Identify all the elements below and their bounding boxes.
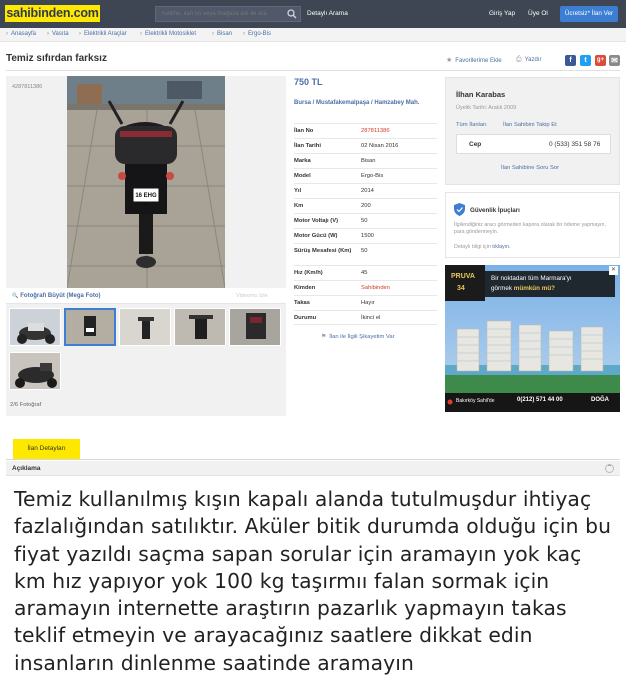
top-header — [0, 0, 626, 28]
location: Bursa / Mustafakemalpaşa / Hamzabey Mah. — [294, 100, 420, 106]
detail-row — [294, 168, 437, 183]
report-listing-link[interactable]: ⚑ İlan ile İlgili Şikayetim Var — [321, 334, 395, 340]
detail-row — [294, 295, 437, 310]
ad-headline-2-bold: mümkün mü? — [513, 285, 556, 292]
detail-row — [294, 153, 437, 168]
video-link[interactable]: Videomu İzle — [236, 293, 268, 299]
breadcrumb-item[interactable]: › Ergo-Bis — [243, 31, 271, 37]
breadcrumb-item[interactable]: › Elektrikli Araçlar — [79, 31, 127, 37]
photo-toolbar — [6, 288, 286, 304]
follow-seller-link[interactable]: İlan Sahibini Takip Et — [503, 122, 557, 128]
detail-value: İkinci el — [361, 315, 381, 321]
ask-seller-link[interactable]: İlan Sahibine Soru Sor — [501, 165, 560, 171]
login-link[interactable]: Giriş Yap — [489, 10, 516, 17]
scooter-thumbnail — [175, 309, 226, 346]
ad-footer-phone: 0(212) 571 44 00 — [517, 397, 563, 403]
detail-value: Bisan — [361, 158, 376, 164]
seller-member-since: Üyelik Tarihi: Aralık 2009 — [456, 105, 517, 111]
detail-value: 2014 — [361, 188, 374, 194]
ad-headline-2 — [491, 285, 555, 292]
detail-label: Motor Voltajı (V) — [294, 218, 339, 224]
title-divider — [6, 70, 620, 71]
search-input[interactable] — [156, 7, 284, 21]
collapse-icon[interactable]: ⌃ — [606, 465, 613, 471]
detail-row — [294, 280, 437, 295]
safety-title: Güvenlik İpuçları — [470, 207, 520, 214]
search-icon — [287, 9, 297, 19]
detail-row — [294, 213, 437, 228]
detail-value: 1500 — [361, 233, 374, 239]
advanced-search-link[interactable]: Detaylı Arama — [307, 10, 348, 17]
breadcrumb-item[interactable]: › Anasayfa — [6, 31, 36, 37]
google-plus-icon[interactable]: g+ — [595, 55, 606, 66]
scooter-thumbnail — [66, 310, 114, 344]
detail-row — [294, 138, 437, 153]
twitter-icon[interactable]: t — [580, 55, 591, 66]
photo-gallery — [6, 76, 286, 416]
thumbnail[interactable] — [9, 308, 61, 346]
post-ad-button[interactable]: Ücretsiz* İlan Ver — [560, 6, 618, 22]
detail-label: Marka — [294, 158, 311, 164]
detail-value: Sahibinden — [361, 285, 391, 291]
thumbnail[interactable] — [9, 352, 61, 390]
location-city[interactable]: Bursa — [294, 100, 312, 106]
register-link[interactable]: Üye Ol — [528, 10, 548, 17]
shield-icon — [454, 203, 465, 216]
svg-text:16 EHG: 16 EHG — [135, 193, 157, 199]
detail-value: 287811386 — [361, 128, 390, 134]
ad-brand-number: 34 — [457, 285, 465, 292]
description-text: Temiz kullanılmış kışın kapalı alanda tutulmuşdur ihtiyaç fazlalığından satılıktır. Aküler bitik durumda olduğu için bu fiyat yazıldı saçma sapan sorular için aramayın yok kaç km hız yapıyor yok 100 kg taşırmıı falan sormak için aramayın internette araştırın pazarlık yapmayın takas teklif etmeyin ve arayacağınız saatlere dikkat edin insanların dinlenme saatinde aramayın — [14, 487, 612, 675]
page-title: Temiz sıfırdan farksız — [6, 53, 107, 64]
detail-value: Hayır — [361, 300, 375, 306]
detail-label: İlan No — [294, 128, 314, 134]
safety-more — [454, 244, 511, 250]
ad-footer-left: Bakırköy Sahil'de — [456, 398, 495, 404]
scooter-photo — [67, 76, 225, 288]
photo-count: 2/6 Fotoğraf — [10, 402, 42, 408]
ad-brand: PRUVA — [451, 273, 475, 280]
seller-card — [445, 77, 620, 185]
scooter-thumbnail — [10, 309, 61, 346]
detail-value: 200 — [361, 203, 371, 209]
seller-all-ads-link[interactable]: Tüm İlanları — [456, 122, 487, 128]
print-link[interactable]: ⎙ Yazdır — [516, 56, 542, 64]
detail-row — [294, 310, 437, 325]
detail-label: Km — [294, 203, 304, 209]
zoom-photo-link[interactable]: 🔍 Fotoğrafı Büyüt (Mega Foto) — [12, 293, 101, 299]
thumbnail[interactable] — [174, 308, 226, 346]
detail-value: 02 Nisan 2016 — [361, 143, 399, 149]
ad-headline-1: Bir noktadan tüm Marmara'yı — [491, 275, 572, 282]
phone-box — [456, 134, 611, 154]
listing-number-label: 4287811386 — [12, 84, 43, 90]
svg-text:50: 50 — [142, 202, 150, 208]
breadcrumb-item[interactable]: › Elektrikli Motosiklet — [140, 31, 196, 37]
phone-label: Cep — [469, 141, 482, 148]
detail-row — [294, 198, 437, 213]
breadcrumb-item[interactable]: › Bisan — [212, 31, 232, 37]
detail-value: 45 — [361, 270, 368, 276]
detail-row — [294, 243, 437, 265]
scooter-thumbnail — [230, 309, 281, 346]
description-title: Açıklama — [12, 465, 41, 472]
add-favorites-link[interactable]: ★ Favorilerime Ekle — [446, 56, 502, 64]
safety-more-prefix: Detaylı bilgi için — [454, 244, 491, 250]
detail-label: İlan Tarihi — [294, 143, 321, 149]
detail-value: 50 — [361, 248, 368, 254]
scooter-thumbnail — [120, 309, 171, 346]
detail-row — [294, 183, 437, 198]
detail-label: Model — [294, 173, 311, 179]
detail-value: 50 — [361, 218, 368, 224]
breadcrumb-item[interactable]: › Vasıta — [47, 31, 69, 37]
safety-more-link[interactable]: tıklayın. — [492, 244, 511, 250]
breadcrumb — [0, 28, 626, 42]
ad-footer-right: DOĞA — [591, 397, 609, 403]
tab-underline — [6, 459, 620, 460]
location-district[interactable]: Mustafakemalpaşa — [316, 100, 370, 106]
site-logo[interactable]: sahibinden.com — [6, 6, 99, 20]
phone-number[interactable]: 0 (533) 351 58 76 — [549, 141, 601, 148]
scooter-thumbnail — [10, 353, 61, 390]
ad-headline-2-text: görmek — [491, 285, 512, 292]
seller-name[interactable]: İlhan Karabas — [456, 90, 506, 99]
detail-label: Takas — [294, 300, 311, 306]
main-photo[interactable] — [67, 76, 225, 288]
search-box — [155, 6, 301, 22]
thumbnail[interactable] — [229, 308, 281, 346]
safety-text: İlgilendiğiniz aracı görmeden kapora olarak bir ödeme yapmayın, para göndermeyin. — [454, 222, 606, 235]
advertisement[interactable] — [445, 265, 620, 412]
detail-label: Motor Gücü (W) — [294, 233, 338, 239]
search-button[interactable] — [284, 7, 300, 21]
mail-icon[interactable]: ✉ — [609, 55, 620, 66]
thumbnail-active[interactable] — [64, 308, 116, 346]
tab-listing-details[interactable]: İlan Detayları — [13, 439, 80, 459]
ad-close-icon[interactable]: ✕ — [610, 267, 617, 273]
detail-row — [294, 123, 437, 138]
detail-label: Sürüş Mesafesi (Km) — [294, 248, 352, 254]
detail-label: Hız (Km/h) — [294, 270, 323, 276]
safety-tips — [445, 192, 620, 258]
detail-row — [294, 228, 437, 243]
location-neighborhood[interactable]: Hamzabey Mah. — [374, 100, 420, 106]
price: 750 TL — [294, 77, 323, 87]
detail-label: Yıl — [294, 188, 302, 194]
description-header — [6, 461, 620, 476]
detail-label: Kimden — [294, 285, 316, 291]
detail-row — [294, 265, 437, 280]
detail-value: Ergo-Bis — [361, 173, 384, 179]
thumbnail[interactable] — [119, 308, 171, 346]
facebook-icon[interactable]: f — [565, 55, 576, 66]
detail-label: Durumu — [294, 315, 317, 321]
